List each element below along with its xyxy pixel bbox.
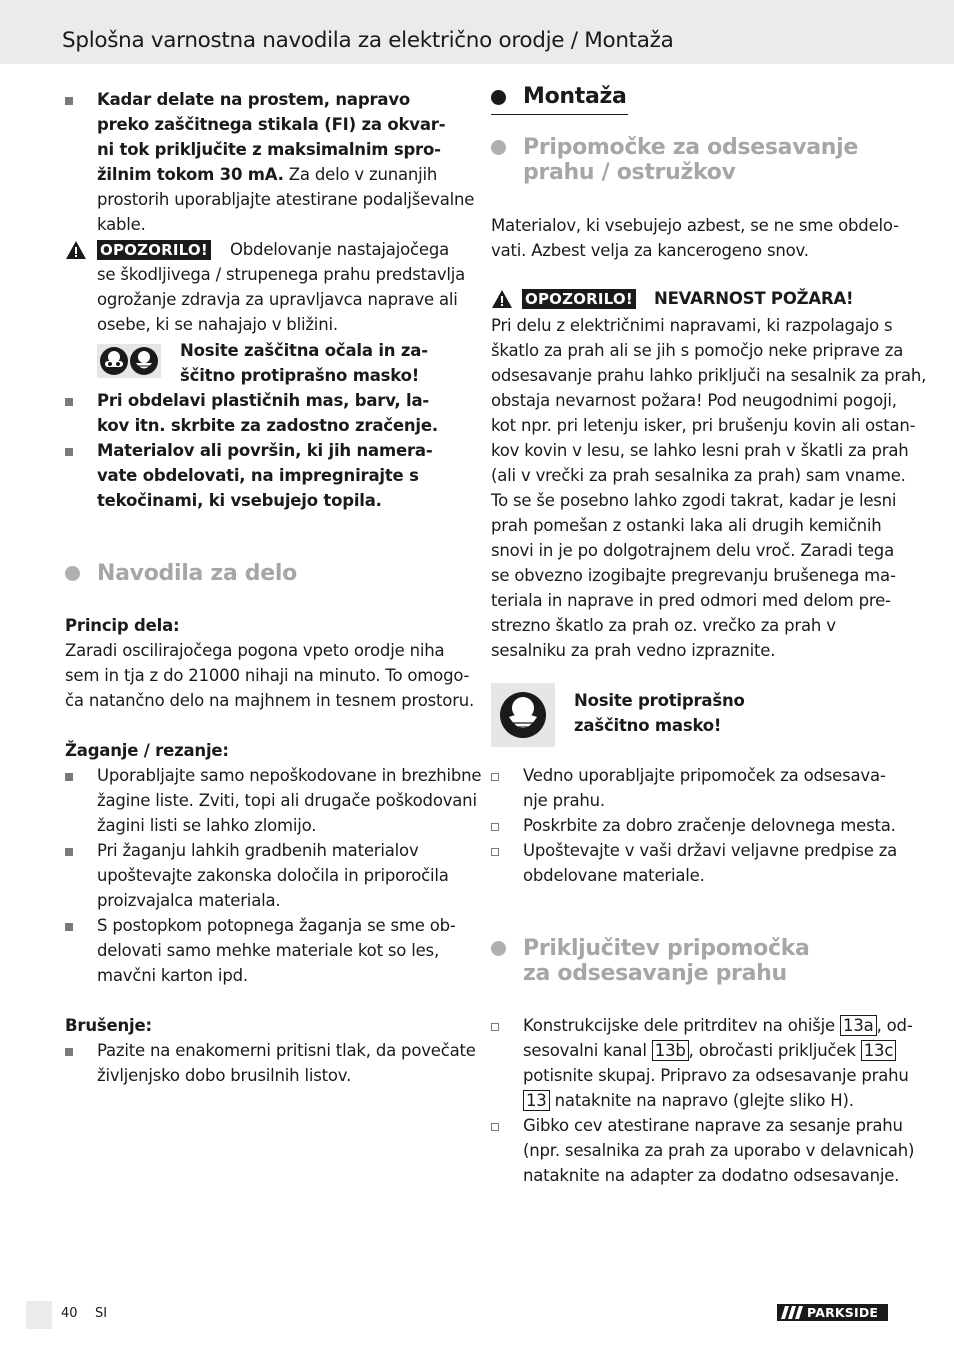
- text-line: ščitno protiprašno masko!: [180, 366, 420, 385]
- text-line: Nosite protiprašno: [574, 691, 745, 710]
- bullet-square: [65, 773, 73, 781]
- text-line: nje prahu.: [523, 791, 605, 810]
- text-line: se obvezno izogibajte pregrevanju brušenega ma-: [491, 566, 896, 585]
- text-line: odsesavanje prahu lahko priključi na sesalnik za prah,: [491, 366, 927, 385]
- text-line: (ali v vrečki za prah sesalnika za prah) sam vname.: [491, 466, 906, 485]
- bullet-open-square: [491, 848, 499, 856]
- page-title: Splošna varnostna navodila za električno orodje / Montaža: [62, 28, 674, 53]
- text-normal: nataknite na napravo (glejte sliko H).: [549, 1091, 854, 1110]
- bullet-square: [65, 923, 73, 931]
- brand-logo: [777, 1304, 888, 1321]
- text-normal: sesovalni kanal: [523, 1041, 652, 1060]
- text-line: To se še posebno lahko zgodi takrat, kadar je lesni: [491, 491, 897, 510]
- part-ref: 13c: [861, 1040, 896, 1061]
- text-line: obdelovane materiale.: [523, 866, 705, 885]
- text-line: S postopkom potopnega žaganja se sme ob-: [97, 916, 456, 935]
- logo-stripes-icon: [781, 1306, 803, 1319]
- text-line: [523, 1038, 896, 1063]
- subheading: Princip dela:: [65, 616, 180, 635]
- section-heading: Navodila za delo: [97, 561, 297, 586]
- goggles-icon: [97, 344, 161, 378]
- text-line: zaščitno masko!: [574, 716, 722, 735]
- text-line: življenjsko dobo brusilnih listov.: [97, 1066, 352, 1085]
- text-line: nataknite na adapter za dodatno odsesavanje.: [523, 1166, 900, 1185]
- text-line: potisnite skupaj. Pripravo za odsesavanje prahu: [523, 1066, 909, 1085]
- text-line: proizvajalca materiala.: [97, 891, 281, 910]
- text-line: kot npr. pri letenju isker, pri brušenju kovin ali ostan-: [491, 416, 916, 435]
- text-normal: , od-: [876, 1016, 913, 1035]
- section-dot: [491, 140, 506, 155]
- text-line: Vedno uporabljajte pripomoček za odsesava-: [523, 766, 886, 785]
- bullet-square: [65, 1048, 73, 1056]
- text-line: vati. Azbest velja za kancerogeno snov.: [491, 241, 809, 260]
- text-line: vate obdelovati, na impregnirajte s: [97, 466, 419, 485]
- text-line: kable.: [97, 215, 146, 234]
- text-line: snovi in je po dolgotrajnem delu vroč. Zaradi tega: [491, 541, 894, 560]
- text-line: ča natančno delo na majhnem in tesnem prostoru.: [65, 691, 475, 710]
- warning-label: OPOZORILO!: [97, 240, 211, 260]
- text-line: prah pomešan z ostanki laka ali drugih kemičnih: [491, 516, 882, 535]
- warning-triangle-icon: [65, 240, 87, 260]
- text-line: sem in tja z do 21000 nihaji na minuto. To omogo-: [65, 666, 470, 685]
- text-line: žagini listi se lahko zlomijo.: [97, 816, 317, 835]
- text-line: žagine liste. Zviti, topi ali drugače poškodovani: [97, 791, 477, 810]
- text-normal: Za delo v zunanjih: [283, 165, 438, 184]
- text-line: delovati samo mehke materiale kot so les,: [97, 941, 439, 960]
- page-header: [0, 0, 954, 64]
- bullet-open-square: [491, 773, 499, 781]
- section-heading: Priključitev pripomočka: [523, 936, 810, 961]
- bullet-square: [65, 97, 73, 105]
- part-ref: 13a: [840, 1015, 877, 1036]
- section-heading: prahu / ostružkov: [523, 160, 736, 185]
- text-line: kov kovin v lesu, se lahko lesni prah v škatli za prah: [491, 441, 909, 460]
- text-line: ogrožanje zdravja za upravljavca naprave ali: [97, 290, 458, 309]
- text-line: upoštevajte zakonska določila in priporočila: [97, 866, 449, 885]
- text-line: Pri delu z električnimi napravami, ki razpolagajo s: [491, 316, 893, 335]
- footer-marker: [26, 1301, 52, 1329]
- bullet-open-square: [491, 1023, 499, 1031]
- text-line: Materialov, ki vsebujejo azbest, se ne sme obdelo-: [491, 216, 899, 235]
- bullet-square: [65, 398, 73, 406]
- brand-name: PARKSIDE: [807, 1305, 879, 1320]
- section-heading: Montaža: [523, 84, 627, 109]
- warning-triangle-icon: [491, 289, 513, 309]
- text-line: se škodljivega / strupenega prahu predstavlja: [97, 265, 466, 284]
- text-normal: Konstrukcijske dele pritrditev na ohišje: [523, 1016, 841, 1035]
- language-code: SI: [95, 1306, 108, 1321]
- ppe-icons: [97, 344, 161, 378]
- text-line: ni tok priključite z maksimalnim spro-: [97, 140, 441, 159]
- text-line: škatlo za prah ali se jih s pomočjo neke priprave za: [491, 341, 904, 360]
- warning-label: OPOZORILO!: [522, 289, 636, 309]
- text-line: tekočinami, ki vsebujejo topila.: [97, 491, 382, 510]
- text-line: mavčni karton ipd.: [97, 966, 248, 985]
- text-line: Materialov ali površin, ki jih namera-: [97, 441, 433, 460]
- text-line: preko zaščitnega stikala (FI) za okvar-: [97, 115, 446, 134]
- text-line: (npr. sesalnika za prah za uporabo v delavnicah): [523, 1141, 915, 1160]
- text-line: teriala in naprave in pred odmori med delom pre-: [491, 591, 891, 610]
- text-line: Upoštevajte v vaši državi veljavne predpise za: [523, 841, 898, 860]
- section-dot: [491, 90, 506, 105]
- bullet-open-square: [491, 1123, 499, 1131]
- text-line: Poskrbite za dobro zračenje delovnega mesta.: [523, 816, 896, 835]
- section-heading: za odsesavanje prahu: [523, 961, 787, 986]
- text-line: [523, 1013, 913, 1038]
- section-dot: [65, 566, 80, 581]
- part-ref: 13: [523, 1090, 550, 1111]
- text-line: Pazite na enakomerni pritisni tlak, da povečate: [97, 1041, 476, 1060]
- heading-underline: [491, 114, 628, 115]
- bullet-square: [65, 848, 73, 856]
- subheading: Žaganje / rezanje:: [65, 741, 229, 760]
- subheading: Brušenje:: [65, 1016, 152, 1035]
- text-line: [523, 1088, 854, 1113]
- text-line: Uporabljajte samo nepoškodovane in brezhibne: [97, 766, 482, 785]
- text-line: prostorih uporabljajte atestirane podaljševalne: [97, 190, 475, 209]
- dust-mask-icon: [491, 683, 555, 747]
- text-normal: , obročasti priključek: [688, 1041, 861, 1060]
- text-line: Obdelovanje nastajajočega: [230, 240, 450, 259]
- bullet-open-square: [491, 823, 499, 831]
- text-line: kov itn. skrbite za zadostno zračenje.: [97, 416, 438, 435]
- text-line: sesalniku za prah vedno izpraznite.: [491, 641, 776, 660]
- text-line: [97, 162, 437, 187]
- text-line: Pri obdelavi plastičnih mas, barv, la-: [97, 391, 430, 410]
- page-number: 40: [61, 1306, 78, 1321]
- bullet-square: [65, 448, 73, 456]
- mask-icon-box: [491, 683, 555, 747]
- text-line: Gibko cev atestirane naprave za sesanje prahu: [523, 1116, 903, 1135]
- warning-title: NEVARNOST POŽARA!: [654, 289, 854, 308]
- text-bold: žilnim tokom 30 mA.: [97, 165, 284, 184]
- text-line: osebe, ki se nahajajo v bližini.: [97, 315, 338, 334]
- text-line: Kadar delate na prostem, napravo: [97, 90, 411, 109]
- text-line: Nosite zaščitna očala in za-: [180, 341, 428, 360]
- part-ref: 13b: [652, 1040, 689, 1061]
- section-heading: Pripomočke za odsesavanje: [523, 135, 859, 160]
- section-dot: [491, 941, 506, 956]
- text-line: Zaradi oscilirajočega pogona vpeto orodje niha: [65, 641, 445, 660]
- text-line: Pri žaganju lahkih gradbenih materialov: [97, 841, 419, 860]
- text-line: strezno škatlo za prah oz. vrečko za prah v: [491, 616, 836, 635]
- text-line: obstaja nevarnost požara! Pod neugodnimi pogoji,: [491, 391, 897, 410]
